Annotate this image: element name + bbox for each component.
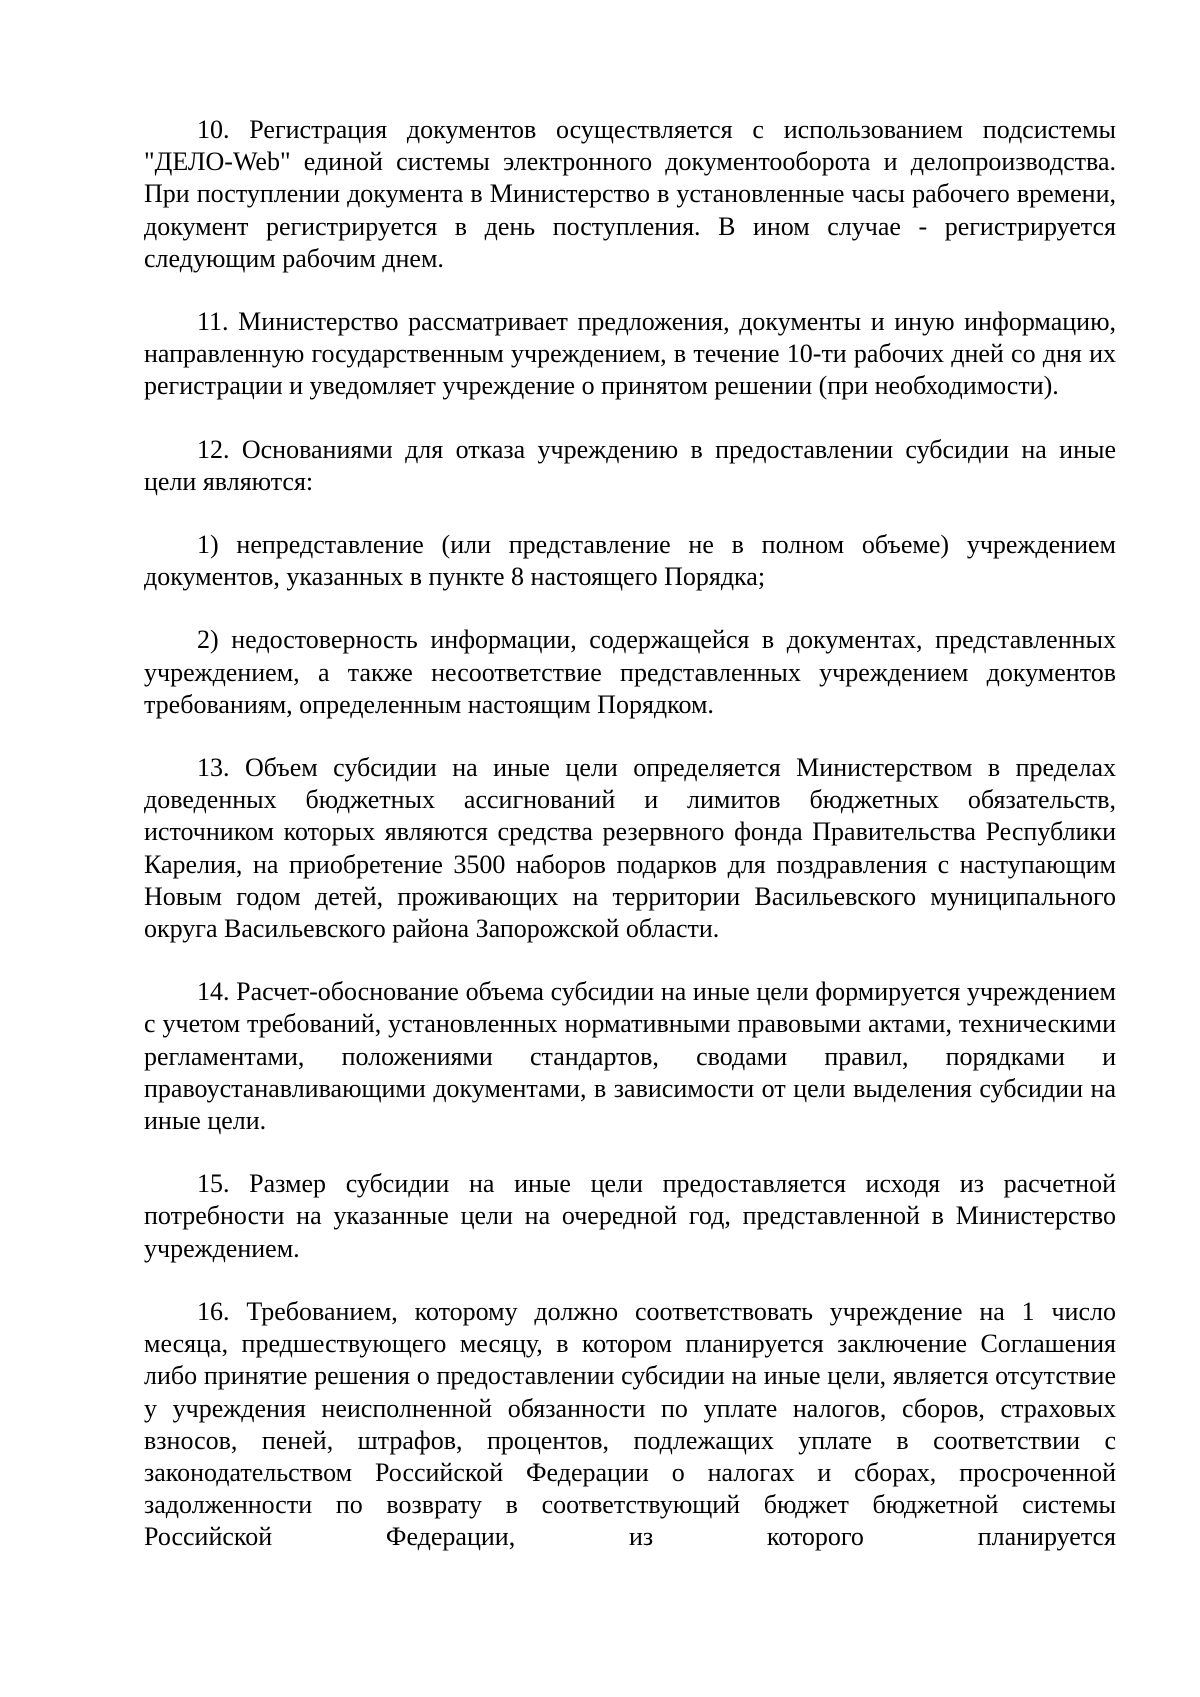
paragraph-16: 16. Требованием, которому должно соответствовать учреждение на 1 число месяца, предшествующего месяцу, в котором планируется заключение Соглашения либо принятие решения о предоставлении субсидии на иные цели, является отсутствие у учреждения неисполненной обязанности по уплате налогов, сборов, страховых взносов, пеней, штрафов, процентов, подлежащих уплате в соответствии с законодательством Российской Федерации о налогах и сборах, просроченной задолженности по возврату в соответствующий бюджет бюджетной системы Российской Федерации, из которого планируется	[144, 1296, 1116, 1552]
paragraph-12: 12. Основаниями для отказа учреждению в предоставлении субсидии на иные цели являются:	[144, 434, 1116, 496]
paragraph-12-item-1: 1) непредставление (или представление не в полном объеме) учреждением документов, указанных в пункте 8 настоящего Порядка;	[144, 530, 1116, 592]
paragraph-11: 11. Министерство рассматривает предложения, документы и иную информацию, направленную государственным учреждением, в течение 10-ти рабочих дней со дня их регистрации и уведомляет учреждение о принятом решении (при необходимости).	[144, 307, 1116, 401]
paragraph-12-item-2: 2) недостоверность информации, содержащейся в документах, представленных учреждением, а также несоответствие представленных учреждением документов требованиям, определенным настоящим Порядком.	[144, 625, 1116, 719]
paragraph-14: 14. Расчет-обоснование объема субсидии на иные цели формируется учреждением с учетом требований, установленных нормативными правовыми актами, техническими регламентами, положениями стандартов, сводами правил, порядками и правоустанавливающими документами, в зависимости от цели выделения субсидии на иные цели.	[144, 977, 1116, 1136]
paragraph-10: 10. Регистрация документов осуществляется с использованием подсистемы "ДЕЛО-Web" единой системы электронного документооборота и делопроизводства. При поступлении документа в Министерство в установленные часы рабочего времени, документ регистрируется в день поступления. В ином случае - регистрируется следующим рабочим днем.	[144, 115, 1116, 273]
document-body	[144, 114, 1116, 1554]
paragraph-15: 15. Размер субсидии на иные цели предоставляется исходя из расчетной потребности на указанные цели на очередной год, представленной в Министерство учреждением.	[144, 1169, 1116, 1263]
paragraph-13: 13. Объем субсидии на иные цели определяется Министерством в пределах доведенных бюджетных ассигнований и лимитов бюджетных обязательств, источником которых являются средства резервного фонда Правительства Республики Карелия, на приобретение 3500 наборов подарков для поздравления с наступающим Новым годом детей, проживающих на территории Васильевского муниципального округа Васильевского района Запорожской области.	[144, 753, 1116, 944]
